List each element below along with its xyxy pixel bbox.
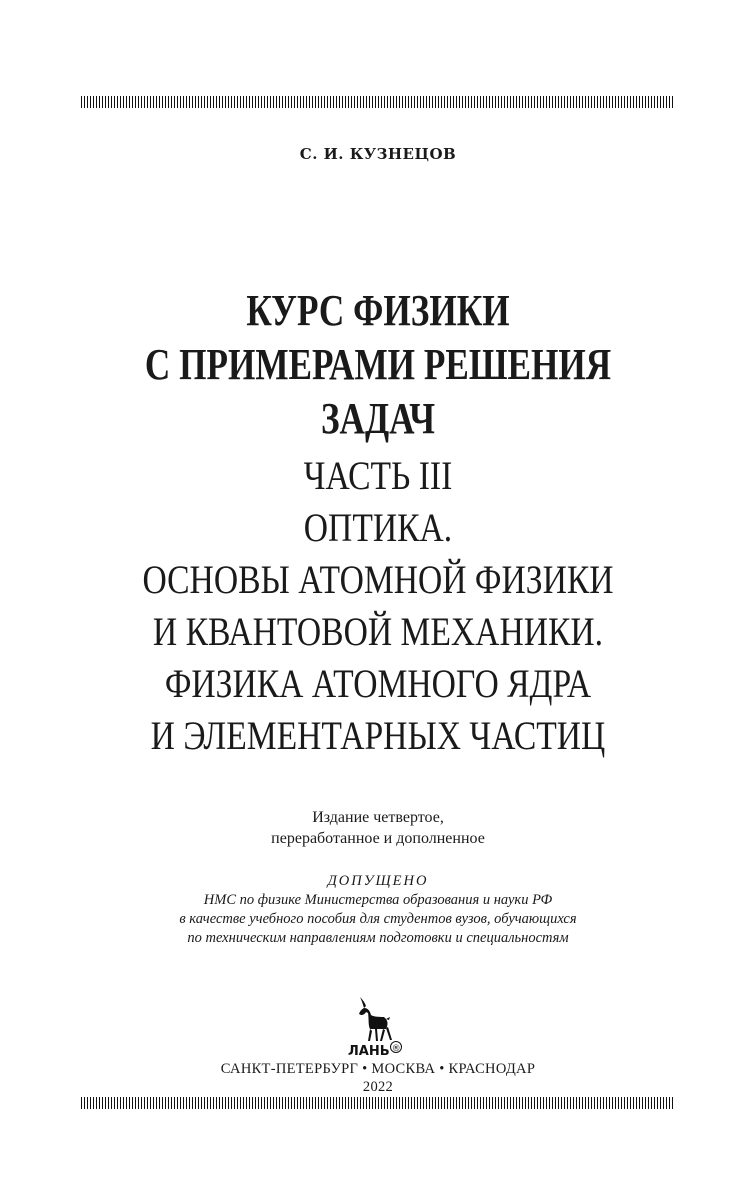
title-line-1: КУРС ФИЗИКИ xyxy=(246,286,510,335)
subtitle-line-3: И КВАНТОВОЙ МЕХАНИКИ. xyxy=(152,609,604,654)
edition-line-1: Издание четвертое, xyxy=(312,809,444,826)
part-label: ЧАСТЬ III xyxy=(303,453,453,498)
edition-note xyxy=(0,807,756,849)
author-name: С. И. КУЗНЕЦОВ xyxy=(299,145,457,163)
publication-year: 2022 xyxy=(362,1079,394,1095)
approval-heading: ДОПУЩЕНО xyxy=(327,873,429,889)
title-line-3: ЗАДАЧ xyxy=(320,394,436,443)
approval-line-2: в качестве учебного пособия для студентов вузов, обучающихся xyxy=(179,911,577,927)
logo-registered-mark: ® xyxy=(391,1044,401,1054)
logo-wordmark: ЛАНЬ xyxy=(348,1044,390,1059)
subtitle-line-5: И ЭЛЕМЕНТАРНЫХ ЧАСТИЦ xyxy=(150,713,606,758)
publisher-cities: САНКТ-ПЕТЕРБУРГ • МОСКВА • КРАСНОДАР xyxy=(220,1061,536,1077)
subtitle-line-4: ФИЗИКА АТОМНОГО ЯДРА xyxy=(164,661,592,706)
antelope-logo-icon xyxy=(346,995,406,1059)
edition-line-2: переработанное и дополненное xyxy=(271,830,485,847)
top-decorative-rule xyxy=(81,96,675,108)
bottom-decorative-rule xyxy=(81,1097,675,1109)
approval-line-1: НМС по физике Министерства образования и науки РФ xyxy=(203,892,553,908)
title-block xyxy=(0,284,756,762)
subtitle-line-1: ОПТИКА. xyxy=(303,505,453,550)
subtitle-line-2: ОСНОВЫ АТОМНОЙ ФИЗИКИ xyxy=(142,557,614,602)
approval-line-3: по техническим направлениям подготовки и специальностям xyxy=(187,930,569,946)
approval-block xyxy=(0,872,756,948)
title-line-2: С ПРИМЕРАМИ РЕШЕНИЯ xyxy=(144,340,612,389)
imprint-block xyxy=(0,1060,756,1096)
